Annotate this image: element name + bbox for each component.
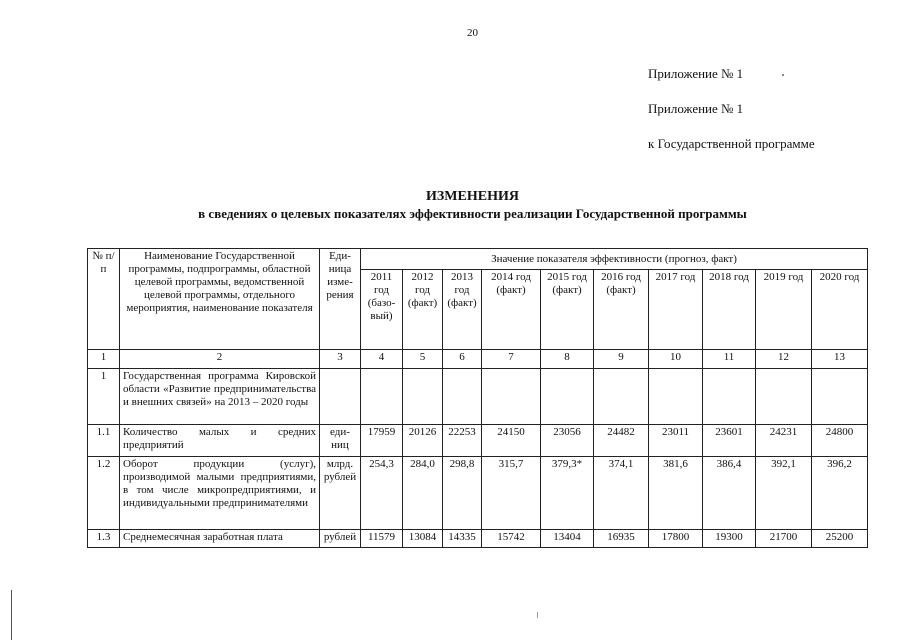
row-unit: рублей: [320, 530, 361, 548]
row-num: 1.2: [88, 457, 120, 530]
row-unit: млрд. рублей: [320, 457, 361, 530]
indicators-table: [87, 248, 868, 548]
column-number: 1: [88, 350, 120, 369]
row-value: 22253: [443, 425, 482, 457]
column-number: 12: [756, 350, 812, 369]
column-number: 6: [443, 350, 482, 369]
header-year-2019: 2019 год: [756, 270, 812, 350]
row-name: Оборот продукции (услуг), производимой малыми предприятиями, в том числе микропредприятиями, и индивидуальными предпринимателями: [120, 457, 320, 530]
header-year-2013: 2013 год (факт): [443, 270, 482, 350]
row-value: 254,3: [361, 457, 403, 530]
column-number: 3: [320, 350, 361, 369]
row-value: 392,1: [756, 457, 812, 530]
header-year-2014: 2014 год (факт): [482, 270, 541, 350]
row-value: 24150: [482, 425, 541, 457]
row-value: [482, 369, 541, 425]
row-value: [649, 369, 703, 425]
header-year-2015: 2015 год (факт): [541, 270, 594, 350]
row-value: 13084: [403, 530, 443, 548]
row-value: 381,6: [649, 457, 703, 530]
row-value: 16935: [594, 530, 649, 548]
appendix-line-3: к Государственной программе: [648, 136, 815, 151]
row-value: [756, 369, 812, 425]
row-value: [361, 369, 403, 425]
column-number: 11: [703, 350, 756, 369]
row-value: 396,2: [812, 457, 868, 530]
row-name: Государственная программа Кировской области «Развитие предпринимательства и внешних связей» на 2013 – 2020 годы: [120, 369, 320, 425]
appendix-line-2: Приложение № 1: [648, 101, 744, 116]
column-number: 8: [541, 350, 594, 369]
row-num: 1.3: [88, 530, 120, 548]
row-value: [541, 369, 594, 425]
column-number-row: [88, 350, 868, 369]
row-value: 23056: [541, 425, 594, 457]
table-row: [88, 425, 868, 457]
row-value: 11579: [361, 530, 403, 548]
page-number: 20: [467, 27, 478, 39]
column-number: 13: [812, 350, 868, 369]
row-num: 1.1: [88, 425, 120, 457]
header-year-2011: 2011 год (базо-вый): [361, 270, 403, 350]
header-unit: Еди-ница изме-рения: [320, 249, 361, 350]
table-row: [88, 530, 868, 548]
row-value: 21700: [756, 530, 812, 548]
column-number: 10: [649, 350, 703, 369]
header-year-2016: 2016 год (факт): [594, 270, 649, 350]
row-value: [703, 369, 756, 425]
row-value: 23011: [649, 425, 703, 457]
column-number: 2: [120, 350, 320, 369]
header-year-2018: 2018 год: [703, 270, 756, 350]
header-year-2017: 2017 год: [649, 270, 703, 350]
row-value: 25200: [812, 530, 868, 548]
header-name: Наименование Государственной программы, подпрограммы, областной целевой программы, ведомственной целевой программы, отдельного мероприятия, наименование показателя: [120, 249, 320, 350]
row-value: 386,4: [703, 457, 756, 530]
row-value: [443, 369, 482, 425]
row-value: 24231: [756, 425, 812, 457]
row-value: 298,8: [443, 457, 482, 530]
table-row: [88, 457, 868, 530]
appendix-line-1: Приложение № 1: [648, 66, 744, 81]
table-row: [88, 369, 868, 425]
scan-artifact-dot: [782, 74, 784, 76]
header-year-2012: 2012 год (факт): [403, 270, 443, 350]
row-unit: еди-ниц: [320, 425, 361, 457]
row-value: [403, 369, 443, 425]
row-unit: [320, 369, 361, 425]
row-num: 1: [88, 369, 120, 425]
header-row-1: [88, 249, 868, 270]
header-year-2020: 2020 год: [812, 270, 868, 350]
document-subtitle: в сведениях о целевых показателях эффективности реализации Государственной программы: [198, 206, 747, 221]
row-value: [594, 369, 649, 425]
row-value: 23601: [703, 425, 756, 457]
row-value: 19300: [703, 530, 756, 548]
row-value: 14335: [443, 530, 482, 548]
row-value: 24482: [594, 425, 649, 457]
row-name: Количество малых и средних предприятий: [120, 425, 320, 457]
column-number: 9: [594, 350, 649, 369]
row-value: 379,3*: [541, 457, 594, 530]
column-number: 5: [403, 350, 443, 369]
header-values-group: Значение показателя эффективности (прогноз, факт): [361, 249, 868, 270]
row-value: 315,7: [482, 457, 541, 530]
row-value: 20126: [403, 425, 443, 457]
row-value: 17800: [649, 530, 703, 548]
row-name: Среднемесячная заработная плата: [120, 530, 320, 548]
column-number: 7: [482, 350, 541, 369]
row-value: 24800: [812, 425, 868, 457]
header-num: № п/п: [88, 249, 120, 350]
document-title: ИЗМЕНЕНИЯ: [426, 189, 519, 204]
scan-artifact-line: [11, 590, 12, 640]
row-value: 13404: [541, 530, 594, 548]
column-number: 4: [361, 350, 403, 369]
row-value: [812, 369, 868, 425]
row-value: 15742: [482, 530, 541, 548]
scan-artifact-dot: [537, 612, 538, 618]
row-value: 284,0: [403, 457, 443, 530]
row-value: 374,1: [594, 457, 649, 530]
row-value: 17959: [361, 425, 403, 457]
